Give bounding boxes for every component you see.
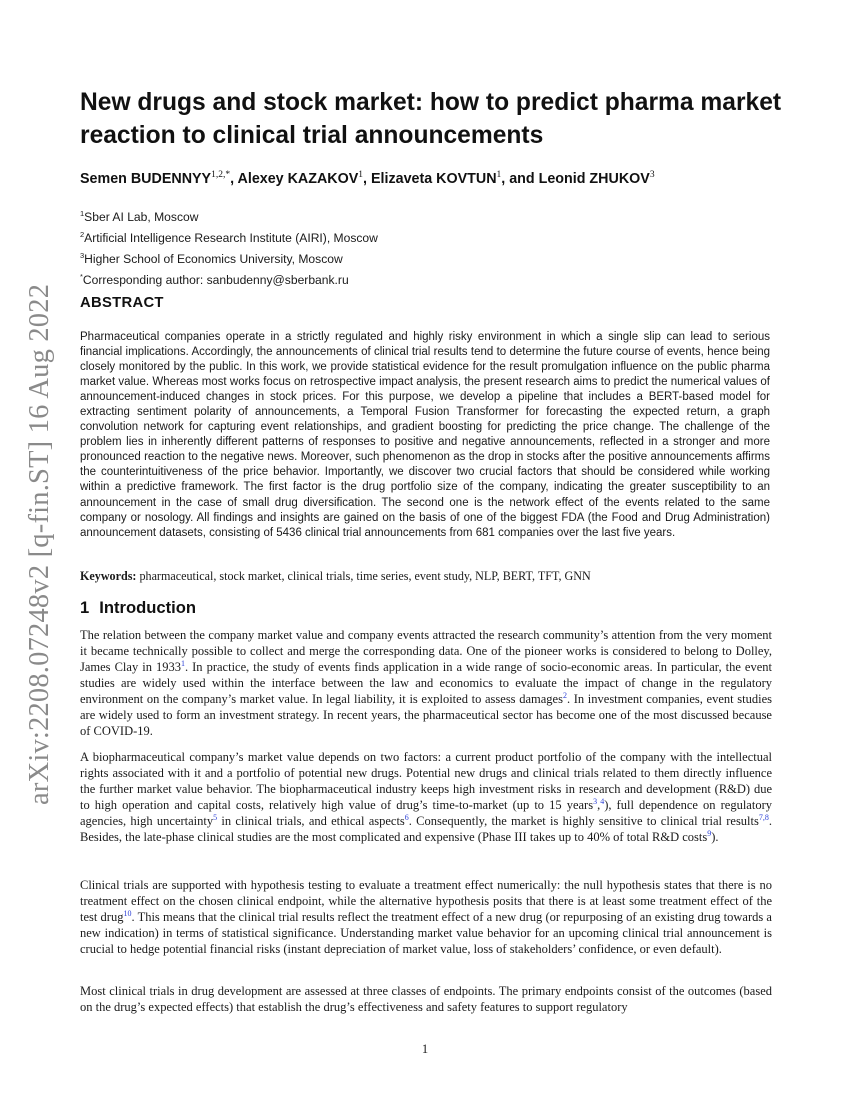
paragraph-text: Clinical trials are supported with hypothesis testing to evaluate a treatment effect numerically: the null hypothesis states that there is no treatment effect on the chosen clinical endpoint, while the alternative hypothesis posits that there is at least some treatment effect of the test drug [80,878,772,925]
section-heading [80,598,196,618]
keywords-text: pharmaceutical, stock market, clinical trials, time series, event study, NLP, BERT, TFT, GNN [139,569,591,583]
author-separator: , and [501,170,539,187]
citation-link[interactable]: 10 [123,908,132,918]
paragraph-text: The relation between the company market value and company events attracted the research community’s attention from the very moment it became technically possible to collect and merge the corresponding data. One of the pioneer works is considered to belong to Dolley, James Clay in 1933 [80,628,772,675]
body-paragraph [80,749,772,845]
paragraph-text: . This means that the clinical trial results reflect the treatment effect of a new drug (or repurposing of an existing drug towards a new indication) in terms of statistical significance. Understanding market value behavior for an upcoming clinical trial announcement is crucial to hedge potential financial risks (instant depreciation of market value, loss of stakeholders’ confidence, or even default). [80,910,772,957]
affiliation-mark: * [80,272,83,282]
paragraph-text: in clinical trials, and ethical aspects [217,814,405,829]
author-list [80,165,800,189]
paragraph-text: . In practice, the study of events finds application in a wide range of socio-economic areas. In particular, the event studies are widely used within the interface between the law and economics to evaluate the impact of change in the regulatory environment on the company’s market value. In legal liability, it is exploited to assess damages [80,660,772,707]
citation-link[interactable]: 2 [562,691,567,701]
author-affiliation-mark: 1 [358,170,364,180]
page-number: 1 [421,1042,429,1056]
paragraph-text: ), full dependence on regulatory agencies, high uncertainty [80,798,772,829]
body-paragraph [80,877,772,957]
author-name: Leonid ZHUKOV [538,170,650,187]
citation-link[interactable]: 5 [213,813,218,823]
citation-link[interactable]: 6 [404,813,409,823]
affiliation-text: Sber AI Lab, Moscow [84,210,199,225]
citation-link[interactable]: 9 [707,829,712,839]
author-affiliation-mark: 1 [496,170,502,180]
citation-link[interactable]: 4 [600,796,605,806]
affiliation-item [80,268,680,289]
author-separator: , [363,170,371,187]
affiliation-mark: 1 [80,209,85,218]
paragraph-text: . In investment companies, event studies are widely used to form an investment strategy. In recent years, the pharmaceutical sector has become one of the most discussed because of COVID-19. [80,692,772,739]
paragraph-text: A biopharmaceutical company’s market value depends on two factors: a current product portfolio of the company with the intellectual rights associated with it and a portfolio of potential new drugs. Potential new drugs and clinical trials related to them directly influence the further market value behavior. The biopharmaceutical industry keeps high investment risks in research and development (R&D) due to high operation and capital costs, relatively high value of drug’s time-to-market (up to 15 years [80,750,772,813]
keywords-label: Keywords: [80,569,137,583]
paragraph-text: . Besides, the late-phase clinical studies are the most complicated and expensive (Phase III takes up to 40% of total R&D costs [80,814,772,845]
body-paragraph [80,627,772,739]
section-title: Introduction [99,598,197,617]
citation-link[interactable]: 1 [180,658,185,668]
paragraph-text: . Consequently, the market is highly sensitive to clinical trial results [408,814,759,829]
affiliation-list [80,205,680,289]
author-affiliation-mark: 3 [649,170,655,180]
section-number: 1 [80,598,90,617]
affiliation-item [80,226,680,247]
body-paragraph [80,983,772,1015]
abstract-heading: ABSTRACT [80,295,164,311]
affiliation-item [80,205,680,226]
author-separator: , [230,170,238,187]
citation-link[interactable]: 3 [593,796,598,806]
arxiv-sidebar-id: arXiv:2208.07248v2 [q-fin.ST] 16 Aug 2022 [24,283,55,805]
paragraph-text: , [597,798,601,813]
affiliation-mark: 3 [80,251,85,261]
author-name: Alexey KAZAKOV [237,170,359,187]
author-name: Semen BUDENNYY [80,170,212,187]
affiliation-text: Corresponding author: sanbudenny@sberbank.ru [82,273,349,288]
affiliation-mark: 2 [80,230,85,240]
keywords-line [80,568,780,584]
paragraph-text: Most clinical trials in drug development are assessed at three classes of endpoints. The primary endpoints consist of the outcomes (based on the drug’s expected effects) that establish the drug’s effectiveness and safety features to support regulatory [80,984,772,1015]
author-name: Elizaveta KOVTUN [370,170,497,187]
affiliation-text: Higher School of Economics University, Moscow [84,252,343,267]
author-affiliation-mark: 1,2,* [211,170,231,180]
paragraph-text: ). [711,830,719,845]
citation-link[interactable]: 7,8 [758,813,769,823]
affiliation-item [80,247,680,268]
paper-title: New drugs and stock market: how to predict pharma market reaction to clinical trial announcements [80,89,782,149]
affiliation-text: Artificial Intelligence Research Institute (AIRI), Moscow [84,231,378,246]
abstract-body: Pharmaceutical companies operate in a strictly regulated and highly risky environment in which a single slip can lead to serious financial implications. Accordingly, the announcements of clinical trial results tend to determine the future course of events, hence being closely monitored by the public. In this work, we provide statistical evidence for the result promulgation influence on the public pharma market value. Whereas most works focus on retrospective impact analysis, the present research aims to predict the numerical values of announcement-induced changes in stock prices. For this purpose, we develop a pipeline that includes a BERT-based model for extracting sentiment polarity of announcements, a Temporal Fusion Transformer for forecasting the expected return, a graph convolution network for capturing event relationships, and gradient boosting for predicting the price change. The challenge of the problem lies in inherently different patterns of responses to positive and negative announcements, reflected in a stronger and more pronounced reaction to the negative news. Moreover, such phenomenon as the drop in stocks after the positive announcements affirms the counterintuitiveness of the price behavior. Importantly, we discover two crucial factors that should be considered while working within a predictive framework. The first factor is the drug portfolio size of the company, indicating the greater susceptibility to an announcement in the case of small drug diversification. The second one is the network effect of the events related to the same company or nosology. All findings and insights are gained on the basis of one of the biggest FDA (the Food and Drug Administration) announcement datasets, consisting of 5436 clinical trial announcements from 681 companies over the last five years. [80,331,770,539]
